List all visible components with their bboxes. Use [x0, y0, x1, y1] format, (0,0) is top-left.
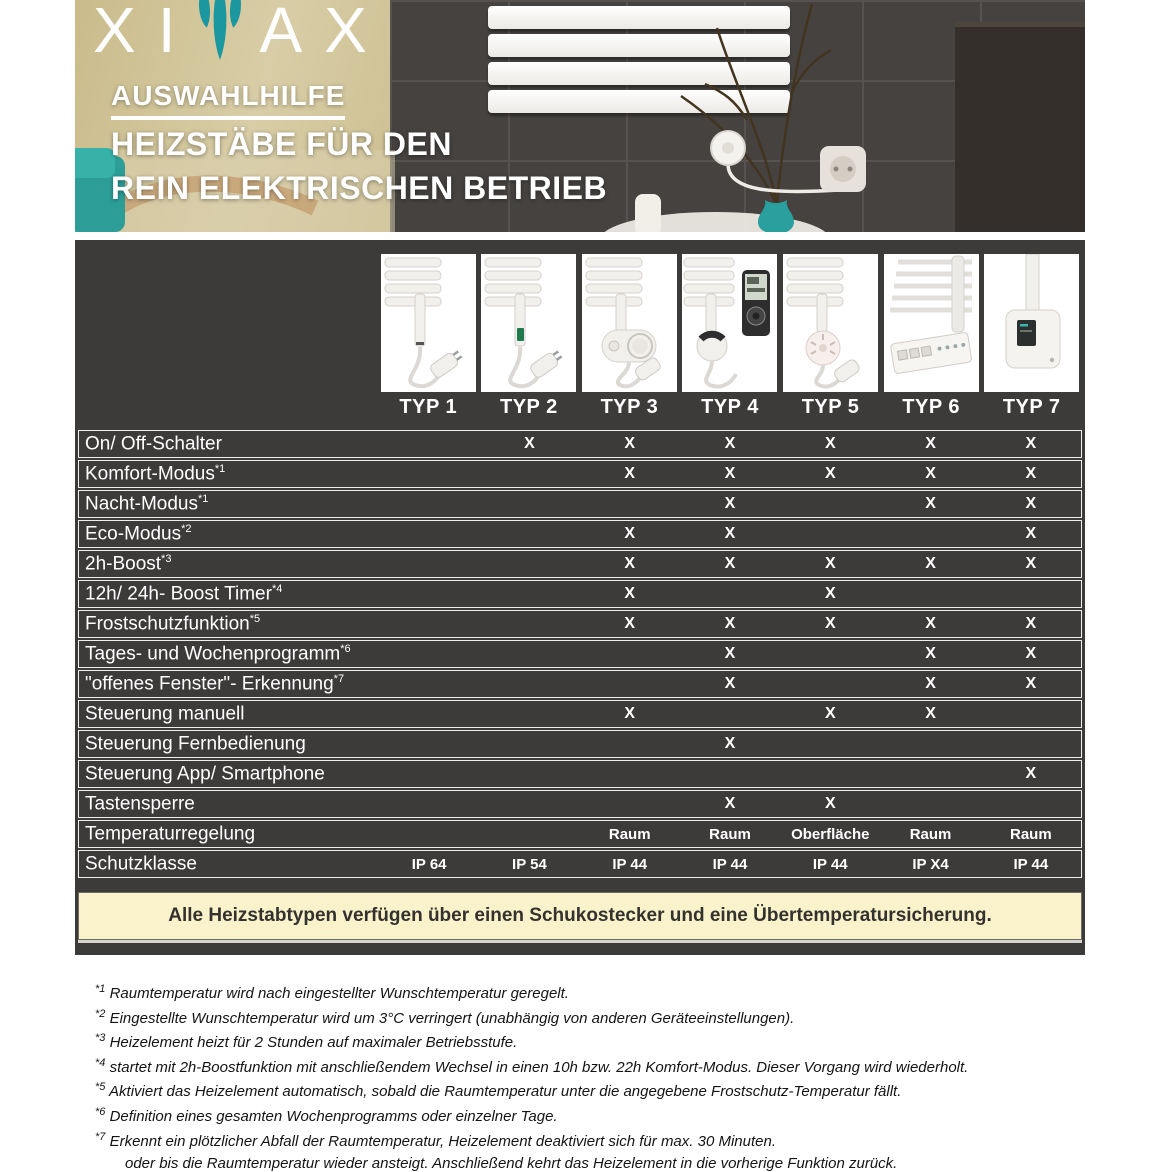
feature-cell: X	[724, 525, 736, 542]
feature-cell: X	[925, 465, 936, 482]
feature-cell: X	[925, 675, 936, 692]
feature-cell: X	[724, 735, 736, 752]
product-photo-typ7	[984, 254, 1079, 392]
product-photo-typ1	[381, 254, 476, 392]
table-row	[78, 580, 1082, 608]
feature-cell: X	[624, 555, 636, 572]
footnote-3: $^{*3}$ Heizelement heizt für 2 Stunden auf maximaler Betriebsstufe.	[95, 1032, 518, 1052]
feature-cell: X	[925, 435, 936, 452]
feature-label: On/ Off-Schalter	[85, 433, 222, 455]
header-kicker: AUSWAHLHILFE	[111, 80, 345, 120]
value-cell: IP 54	[512, 855, 547, 873]
feature-cell: X	[624, 525, 636, 542]
table-row	[78, 760, 1082, 788]
note-banner	[78, 892, 1082, 940]
value-cell: IP 44	[812, 855, 848, 873]
feature-cell: X	[724, 555, 736, 572]
feature-cell: X	[624, 585, 636, 602]
table-row	[78, 790, 1082, 818]
footnote-4: $^{*4}$ startet mit 2h-Boostfunktion mit anschließendem Wechsel in einen 10h bzw. 22h Komfort-Modus. Dieser Vorgang wird wiederholt.	[95, 1056, 969, 1076]
feature-label: Steuerung manuell	[85, 703, 245, 725]
feature-cell: X	[624, 705, 636, 722]
feature-cell: X	[1025, 555, 1037, 572]
table-row	[78, 700, 1082, 728]
header-title-line1: HEIZSTÄBE FÜR DEN	[111, 126, 452, 162]
logo-m-icon	[191, 0, 249, 60]
feature-label: 12h/ 24h- Boost Timer$^{*4}$	[85, 582, 283, 605]
footnote-continuation: oder bis die Raumtemperatur wieder ansteigt. Anschließend kehrt das Heizelement in die vorherige Funktion zurück.	[125, 1155, 898, 1172]
feature-cell: X	[824, 555, 836, 572]
footnote-2: $^{*2}$ Eingestellte Wunschtemperatur wird um 3°C verringert (unabhängig von anderen Geräteeinstellungen).	[95, 1007, 795, 1027]
column-header-typ7: TYP 7	[1002, 396, 1061, 418]
feature-cell: X	[925, 615, 936, 632]
feature-cell: X	[824, 465, 836, 482]
column-header-typ6: TYP 6	[902, 396, 960, 418]
feature-cell: X	[724, 645, 736, 662]
column-header-typ2: TYP 2	[499, 396, 558, 418]
product-photo-typ6	[884, 254, 979, 392]
footnote-1: $^{*1}$ Raumtemperatur wird nach eingestellter Wunschtemperatur geregelt.	[95, 983, 569, 1002]
product-photo-typ4	[682, 254, 777, 392]
feature-label: Eco-Modus$^{*2}$	[85, 522, 192, 545]
feature-cell: X	[824, 435, 836, 452]
value-cell: IP 44	[1013, 855, 1049, 873]
feature-label: Frostschutzfunktion$^{*5}$	[85, 612, 261, 635]
feature-cell: X	[1025, 675, 1037, 692]
table-row	[78, 730, 1082, 758]
table-row-protection-class	[78, 850, 1082, 878]
feature-cell: X	[1025, 435, 1037, 452]
column-header-typ5: TYP 5	[801, 396, 860, 418]
table-row	[78, 520, 1082, 548]
feature-cell: X	[1025, 465, 1037, 482]
table-row	[78, 490, 1082, 518]
teal-vase	[758, 200, 794, 232]
feature-label: Tastensperre	[85, 793, 195, 815]
feature-cell: X	[824, 795, 836, 812]
feature-cell: X	[1025, 495, 1037, 512]
feature-cell: X	[1025, 615, 1037, 632]
feature-label: Schutzklasse	[85, 853, 197, 875]
feature-cell: X	[1025, 765, 1037, 782]
table	[600, 212, 830, 232]
comparison-panel	[75, 240, 1085, 955]
branches	[681, 4, 831, 206]
feature-cell: X	[724, 675, 736, 692]
feature-label: Tages- und Wochenprogramm$^{*6}$	[85, 642, 351, 665]
value-cell: IP 44	[612, 855, 648, 873]
table-row	[78, 670, 1082, 698]
value-cell: IP 64	[411, 855, 447, 873]
table-row-temperature-regulation	[78, 820, 1082, 848]
feature-label: Komfort-Modus$^{*1}$	[85, 462, 226, 485]
type-header-row	[78, 396, 1082, 419]
feature-cell: X	[724, 795, 736, 812]
column-header-typ4: TYP 4	[701, 396, 759, 418]
value-cell: IP 44	[712, 855, 748, 873]
feature-cell: X	[925, 705, 936, 722]
feature-cell: X	[824, 705, 836, 722]
product-photo-row	[78, 254, 1082, 392]
feature-cell: X	[724, 615, 736, 632]
table-row	[78, 610, 1082, 638]
feature-label: 2h-Boost$^{*3}$	[85, 552, 172, 575]
feature-cell: X	[724, 465, 736, 482]
feature-cell: X	[624, 465, 636, 482]
value-cell: Raum	[909, 825, 952, 843]
column-header-typ1: TYP 1	[399, 396, 458, 418]
feature-cell: X	[925, 495, 936, 512]
header-title-line2: REIN ELEKTRISCHEN BETRIEB	[111, 170, 608, 206]
feature-cell: X	[624, 615, 636, 632]
value-cell: IP X4	[912, 855, 949, 873]
column-header-typ3: TYP 3	[600, 396, 659, 418]
feature-cell: X	[925, 555, 936, 572]
feature-cell: X	[524, 435, 535, 452]
feature-cell: X	[824, 615, 836, 632]
feature-label: Nacht-Modus$^{*1}$	[85, 492, 209, 515]
note-text: Alle Heizstabtypen verfügen über einen Schukostecker und eine Übertemperatursicherung.	[168, 905, 992, 926]
product-photo-typ2	[481, 254, 576, 392]
brochure-page	[75, 0, 1085, 1172]
feature-label: Steuerung App/ Smartphone	[85, 763, 325, 785]
header-photo	[75, 0, 1085, 232]
footnote-6: $^{*6}$ Definition eines gesamten Wochenprogramms oder einzelner Tage.	[95, 1105, 558, 1125]
feature-table	[78, 430, 1082, 878]
product-photo-typ3	[582, 254, 677, 392]
feature-cell: X	[824, 585, 836, 602]
feature-cell: X	[624, 435, 636, 452]
table-row	[78, 460, 1082, 488]
feature-cell: X	[925, 645, 936, 662]
value-cell: Oberfläche	[791, 825, 870, 843]
feature-label: Temperaturregelung	[85, 823, 256, 845]
white-vase	[635, 194, 661, 232]
footnote-7: $^{*7}$ Erkennt ein plötzlicher Abfall der Raumtemperatur, Heizelement deaktiviert sich für max. 30 Minuten.	[95, 1130, 776, 1150]
feature-cell: X	[724, 435, 736, 452]
footnote-5: $^{*5}$ Aktiviert das Heizelement automatisch, sobald die Raumtemperatur unter die angegebene Frostschutz-Temperatur fällt.	[95, 1081, 902, 1101]
logo-text-right: AX	[259, 0, 389, 66]
value-cell: Raum	[608, 825, 651, 843]
value-cell: Raum	[709, 825, 751, 843]
table-row	[78, 430, 1082, 458]
feature-cell: X	[1025, 525, 1037, 542]
feature-cell: X	[724, 495, 736, 512]
product-photo-typ5	[783, 254, 878, 392]
feature-cell: X	[1025, 645, 1037, 662]
footnotes	[95, 983, 1080, 1172]
ximax-logo	[93, 0, 389, 66]
table-row	[78, 550, 1082, 578]
feature-label: "offenes Fenster"- Erkennung$^{*7}$	[85, 672, 345, 695]
table-row	[78, 640, 1082, 668]
value-cell: Raum	[1010, 825, 1052, 843]
logo-text-left: XI	[93, 0, 198, 66]
feature-label: Steuerung Fernbedienung	[85, 733, 306, 755]
